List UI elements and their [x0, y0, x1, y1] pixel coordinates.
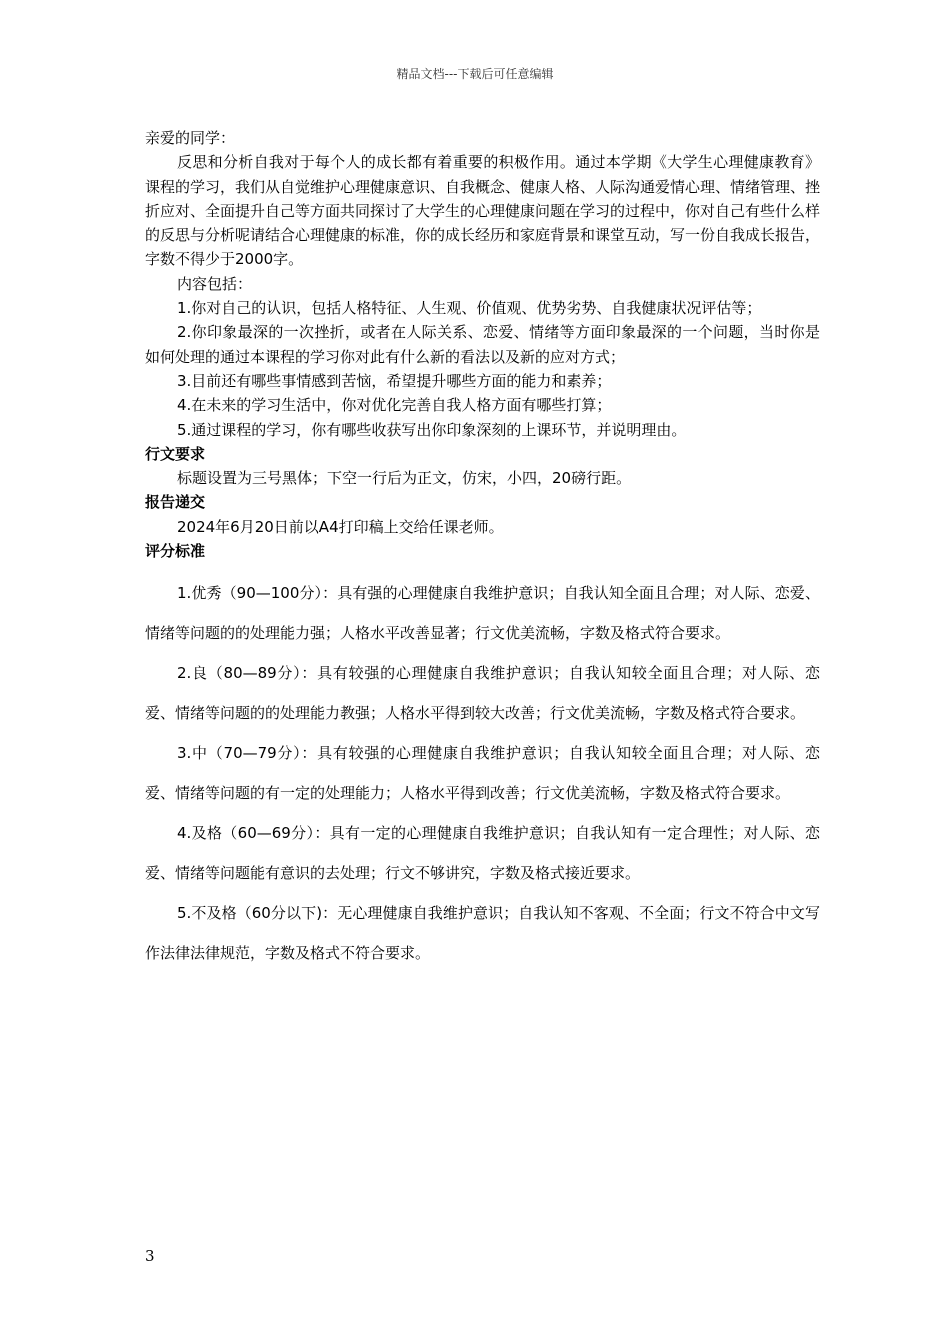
format-text: 标题设置为三号黑体；下空一行后为正文，仿宋，小四，20磅行距。 [177, 469, 632, 488]
content-item: 1.你对自己的认识，包括人格特征、人生观、价值观、优势劣势、自我健康状况评估等； [177, 299, 762, 318]
page-number: 3 [145, 1247, 155, 1265]
content-item: 3.目前还有哪些事情感到苦恼，希望提升哪些方面的能力和素养； [177, 371, 612, 390]
greeting: 亲爱的同学： [145, 129, 236, 147]
grading-item: 5.不及格（60分以下)：无心理健康自我维护意识；自我认知不客观、不全面；行文不符合中文写作法律法律规范，字数及格式不符合要求。 [145, 904, 820, 963]
submit-heading: 报告递交 [145, 493, 206, 512]
content-item: 4.在未来的学习生活中，你对优化完善自我人格方面有哪些打算； [177, 396, 612, 415]
grading-item: 3.中（70—79分）：具有较强的心理健康自我维护意识；自我认知较全面且合理；对人际、恋爱、情绪等问题的有一定的处理能力；人格水平得到改善；行文优美流畅，字数及格式符合要求。 [145, 744, 820, 803]
submit-text: 2024年6月20日前以A4打印稿上交给任课老师。 [177, 517, 504, 536]
page-header: 精品文档---下载后可任意编辑 [396, 67, 554, 81]
grading-heading: 评分标准 [145, 542, 206, 561]
grading-list [145, 573, 820, 973]
content-label: 内容包括： [177, 274, 253, 293]
document-body [145, 126, 820, 973]
grading-item: 2.良（80—89分）：具有较强的心理健康自我维护意识；自我认知较全面且合理；对人际、恋爱、情绪等问题的的处理能力教强；人格水平得到较大改善；行文优美流畅，字数及格式符合要求。 [145, 664, 820, 723]
content-item: 2.你印象最深的一次挫折，或者在人际关系、恋爱、情绪等方面印象最深的一个问题，当时你是如何处理的通过本课程的学习你对此有什么新的看法以及新的应对方式； [145, 323, 820, 366]
grading-item: 4.及格（60—69分）：具有一定的心理健康自我维护意识；自我认知有一定合理性；对人际、恋爱、情绪等问题能有意识的去处理；行文不够讲究，字数及格式接近要求。 [145, 824, 820, 883]
content-item: 5.通过课程的学习，你有哪些收获写出你印象深刻的上课环节，并说明理由。 [177, 420, 687, 439]
grading-item: 1.优秀（90—100分）：具有强的心理健康自我维护意识；自我认知全面且合理；对人际、恋爱、情绪等问题的的处理能力强；人格水平改善显著；行文优美流畅，字数及格式符合要求。 [145, 584, 820, 643]
format-heading: 行文要求 [145, 444, 206, 463]
intro-paragraph: 反思和分析自我对于每个人的成长都有着重要的积极作用。通过本学期《大学生心理健康教育》课程的学习，我们从自觉维护心理健康意识、自我概念、健康人格、人际沟通爱情心理、情绪管理、挫折应对、全面提升自己等方面共同探讨了大学生的心理健康问题在学习的过程中，你对自己有些什么样的反思与分析呢请结合心理健康的标准，你的成长经历和家庭背景和课堂互动，写一份自我成长报告，字数不得少于2000字。 [145, 153, 821, 269]
